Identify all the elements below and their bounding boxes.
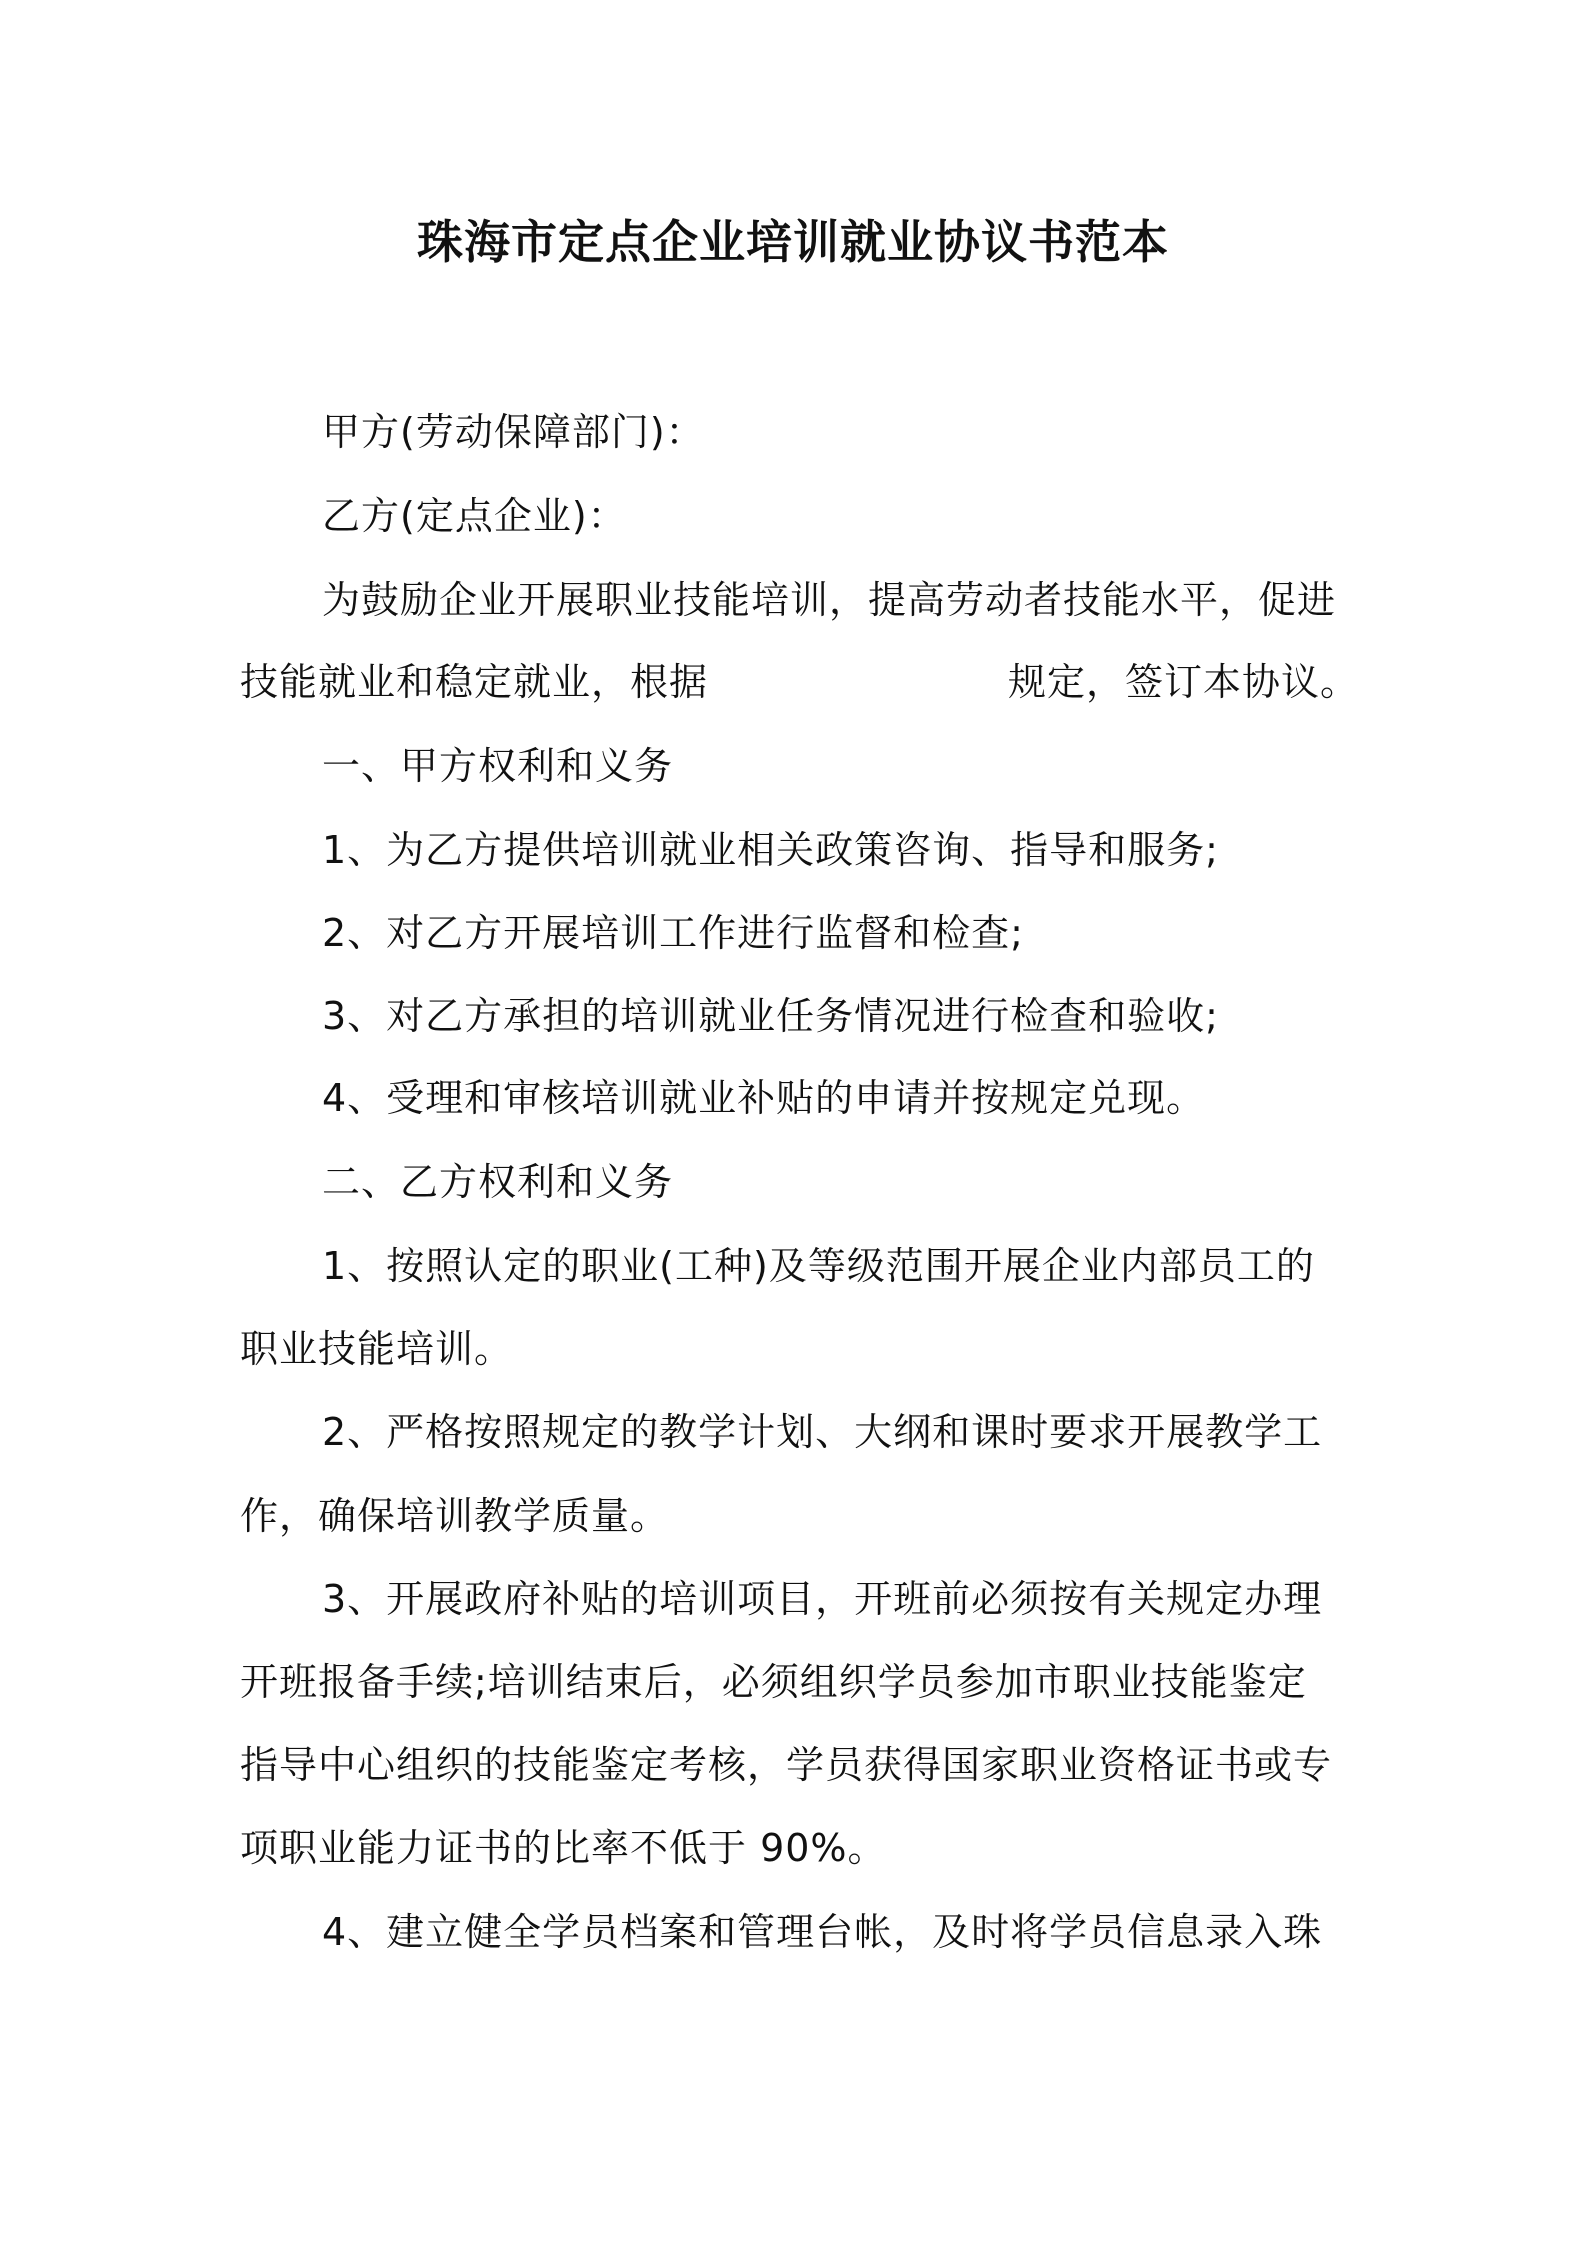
- preamble-line-2: [240, 656, 1359, 708]
- section-2-heading: 二、乙方权利和义务: [322, 1160, 674, 1204]
- section-1-item-2: 2、对乙方开展培训工作进行监督和检查;: [322, 911, 1024, 955]
- section-1-item-4: 4、受理和审核培训就业补贴的申请并按规定兑现。: [322, 1076, 1206, 1120]
- section-2-item-3-line-1: 3、开展政府补贴的培训项目，开班前必须按有关规定办理: [322, 1577, 1323, 1621]
- party-a-line: 甲方(劳动保障部门)：: [322, 410, 705, 454]
- section-2-item-1-line-1: 1、按照认定的职业(工种)及等级范围开展企业内部员工的: [322, 1244, 1315, 1288]
- section-2-item-2-line-1: 2、严格按照规定的教学计划、大纲和课时要求开展教学工: [322, 1410, 1323, 1454]
- section-1-item-3: 3、对乙方承担的培训就业任务情况进行检查和验收;: [322, 994, 1219, 1038]
- section-2-item-3-line-2: 开班报备手续;培训结束后，必须组织学员参加市职业技能鉴定: [240, 1660, 1307, 1704]
- section-1-heading: 一、甲方权利和义务: [322, 744, 674, 788]
- section-2-item-2-line-2: 作，确保培训教学质量。: [240, 1494, 670, 1538]
- document-title: 珠海市定点企业培训就业协议书范本: [417, 215, 1169, 269]
- section-2-item-3-line-4: 项职业能力证书的比率不低于 90%。: [240, 1826, 887, 1870]
- party-b-line: 乙方(定点企业)：: [322, 494, 627, 538]
- preamble-text-after-blank: 规定，签订本协议。: [1008, 660, 1360, 704]
- section-2-item-4-line-1: 4、建立健全学员档案和管理台帐，及时将学员信息录入珠: [322, 1910, 1323, 1954]
- section-2-item-1-line-2: 职业技能培训。: [240, 1327, 514, 1371]
- section-1-item-1: 1、为乙方提供培训就业相关政策咨询、指导和服务;: [322, 828, 1219, 872]
- section-2-item-3-line-3: 指导中心组织的技能鉴定考核，学员获得国家职业资格证书或专: [240, 1743, 1333, 1787]
- preamble-line-1: 为鼓励企业开展职业技能培训，提高劳动者技能水平，促进: [322, 578, 1337, 622]
- preamble-text-before-blank: 技能就业和稳定就业，根据: [240, 660, 709, 704]
